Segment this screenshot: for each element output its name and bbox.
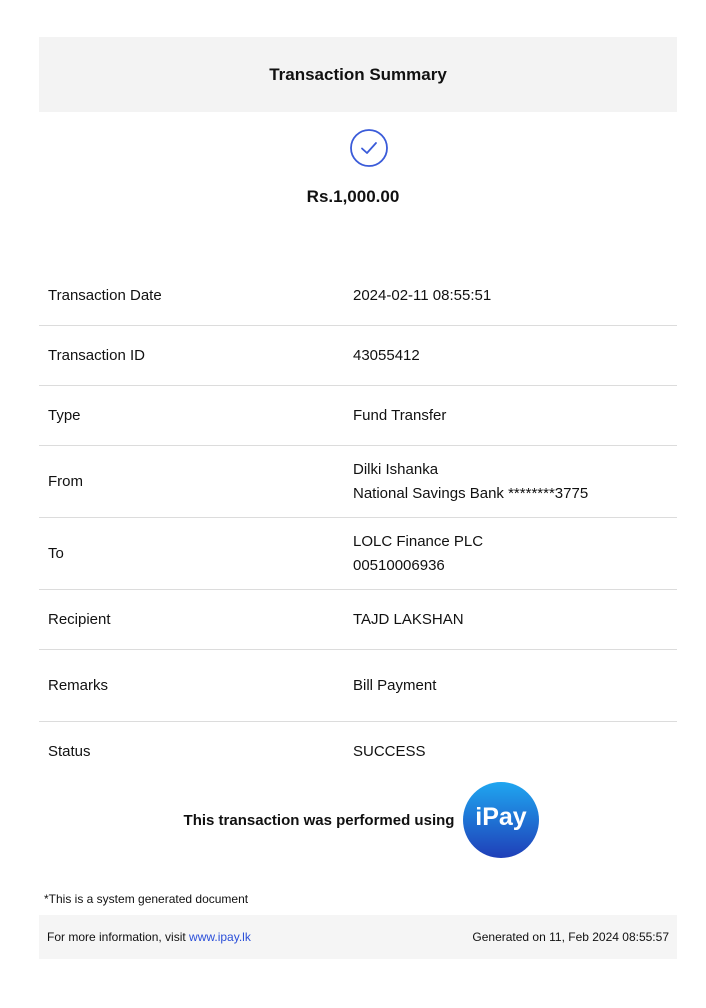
row-label: Recipient	[48, 611, 111, 628]
system-note: *This is a system generated document	[44, 892, 249, 906]
ipay-website-link[interactable]: www.ipay.lk	[189, 930, 251, 944]
row-remarks	[39, 650, 677, 722]
status-value: SUCCESS	[353, 742, 426, 760]
row-value	[353, 608, 677, 632]
performed-using	[0, 781, 706, 859]
row-label: From	[48, 473, 83, 490]
ipay-logo-icon	[462, 781, 540, 859]
page-title: Transaction Summary	[269, 64, 447, 84]
value-line: LOLC Finance PLC	[353, 532, 484, 550]
performed-text: This transaction was performed using	[183, 811, 455, 829]
transaction-amount: Rs.1,000.00	[306, 187, 400, 206]
success-check-icon	[349, 128, 389, 168]
row-value	[353, 674, 677, 698]
row-to	[39, 518, 677, 590]
footer-info-prefix: For more information, visit	[47, 930, 186, 944]
row-value	[353, 530, 677, 578]
value-line: 00510006936	[353, 556, 445, 574]
footer-info	[47, 930, 251, 944]
details-table	[39, 266, 677, 781]
row-transaction-id	[39, 326, 677, 386]
value-line: TAJD LAKSHAN	[353, 610, 464, 628]
value-line: Fund Transfer	[353, 406, 447, 424]
row-value	[353, 740, 677, 764]
row-label: Remarks	[48, 677, 109, 694]
row-status	[39, 722, 677, 781]
row-value	[353, 284, 677, 308]
row-label: Transaction ID	[48, 347, 145, 364]
row-label: To	[48, 545, 64, 562]
footer	[39, 915, 677, 959]
value-line: National Savings Bank ********3775	[353, 484, 589, 502]
row-label: Status	[48, 743, 91, 760]
generated-timestamp: Generated on 11, Feb 2024 08:55:57	[472, 930, 669, 944]
row-value	[353, 344, 677, 368]
row-label: Transaction Date	[48, 287, 162, 304]
row-label: Type	[48, 407, 81, 424]
value-line: Bill Payment	[353, 676, 437, 694]
value-line: 2024-02-11 08:55:51	[353, 286, 492, 304]
value-line: 43055412	[353, 346, 420, 364]
row-transaction-date	[39, 266, 677, 326]
row-recipient	[39, 590, 677, 650]
row-value	[353, 404, 677, 428]
summary-header	[39, 37, 677, 112]
row-type	[39, 386, 677, 446]
row-value	[353, 458, 677, 506]
row-from	[39, 446, 677, 518]
logo-text: iPay	[475, 803, 528, 831]
value-line: Dilki Ishanka	[353, 460, 439, 478]
